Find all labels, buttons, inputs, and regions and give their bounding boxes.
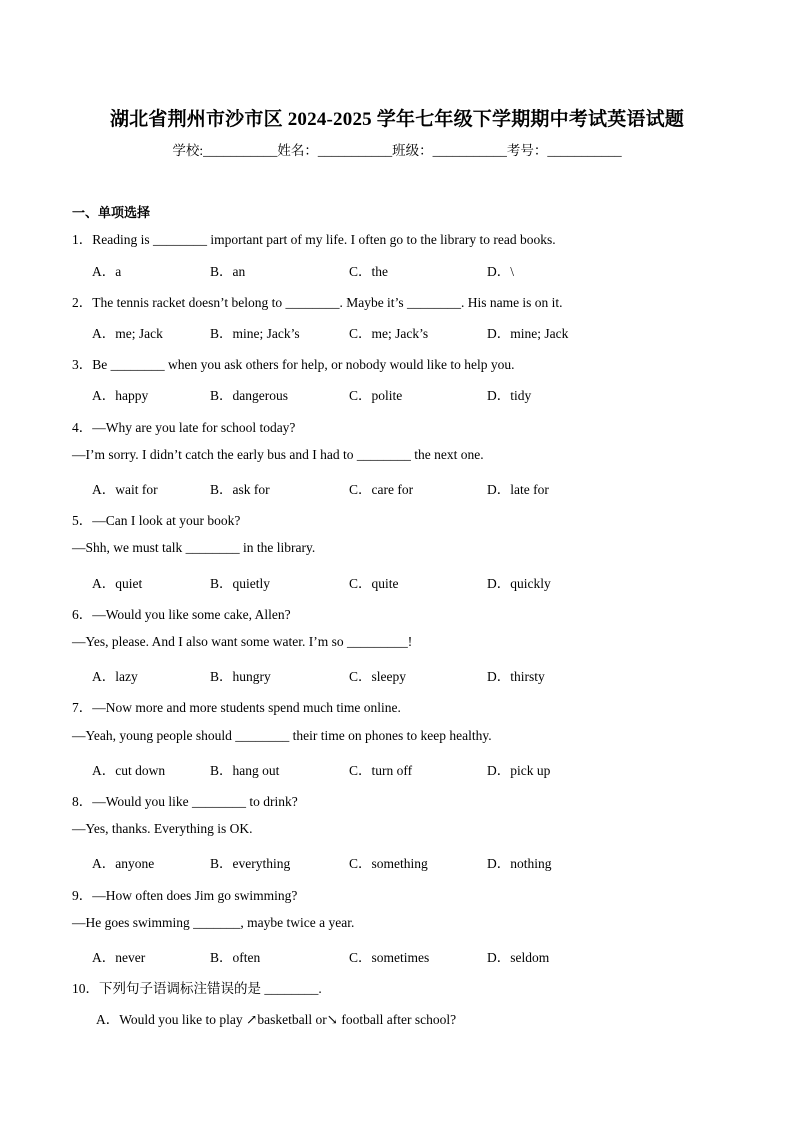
option-b[interactable]: B．ask for xyxy=(210,482,270,497)
option-d[interactable]: D．nothing xyxy=(487,856,552,871)
page-title: 湖北省荆州市沙市区 2024-2025 学年七年级下学期期中考试英语试题 xyxy=(109,109,685,130)
question-6-options xyxy=(0,665,794,683)
option-b[interactable]: B．mine; Jack’s xyxy=(210,326,300,341)
option-a[interactable]: A．Would you like to play ↗basketball or↘ football after school? xyxy=(96,1012,457,1027)
option-d[interactable]: D．thirsty xyxy=(487,669,545,684)
option-a[interactable]: A．quiet xyxy=(92,576,143,591)
option-a[interactable]: A．wait for xyxy=(92,482,158,497)
option-a[interactable]: A．never xyxy=(92,950,146,965)
question-8-options xyxy=(0,852,794,870)
question-7-options xyxy=(0,759,794,777)
question-5-response: —Shh, we must talk ________ in the library. xyxy=(72,540,316,555)
question-4-stem: 4．—Why are you late for school today? xyxy=(72,420,296,435)
option-b[interactable]: B．everything xyxy=(210,856,291,871)
option-c[interactable]: C．sometimes xyxy=(349,950,430,965)
option-c[interactable]: C．me; Jack’s xyxy=(349,326,429,341)
option-c[interactable]: C．the xyxy=(349,264,388,279)
question-6-stem: 6．—Would you like some cake, Allen? xyxy=(72,607,291,622)
student-info-line: 学校:___________姓名：___________班级：___________考号：___________ xyxy=(172,143,622,158)
question-7-response: —Yeah, young people should ________ their time on phones to keep healthy. xyxy=(72,728,492,743)
option-b[interactable]: B．often xyxy=(210,950,261,965)
option-c[interactable]: C．something xyxy=(349,856,428,871)
question-9-response: —He goes swimming _______, maybe twice a year. xyxy=(72,915,355,930)
option-c[interactable]: C．care for xyxy=(349,482,414,497)
option-b[interactable]: B．hang out xyxy=(210,763,280,778)
option-a[interactable]: A．a xyxy=(92,264,122,279)
option-d[interactable]: D．seldom xyxy=(487,950,550,965)
option-d[interactable]: D．mine; Jack xyxy=(487,326,569,341)
question-4-response: —I’m sorry. I didn’t catch the early bus and I had to ________ the next one. xyxy=(72,447,484,462)
option-a[interactable]: A．me; Jack xyxy=(92,326,163,341)
option-d[interactable]: D．tidy xyxy=(487,388,532,403)
section-heading: 一、单项选择 xyxy=(72,205,151,220)
question-10-stem: 10．下列句子语调标注错误的是 ________. xyxy=(72,981,322,996)
option-c[interactable]: C．polite xyxy=(349,388,403,403)
question-4-options xyxy=(0,478,794,496)
question-8-response: —Yes, thanks. Everything is OK. xyxy=(72,821,253,836)
question-9-options xyxy=(0,946,794,964)
option-a[interactable]: A．cut down xyxy=(92,763,166,778)
option-b[interactable]: B．dangerous xyxy=(210,388,288,403)
question-5-options xyxy=(0,572,794,590)
question-3-options xyxy=(0,384,794,402)
option-c[interactable]: C．quite xyxy=(349,576,399,591)
option-b[interactable]: B．hungry xyxy=(210,669,271,684)
question-7-stem: 7．—Now more and more students spend much time online. xyxy=(72,700,401,715)
question-3-stem: 3．Be ________ when you ask others for help, or nobody would like to help you. xyxy=(72,357,515,372)
question-1-stem: 1．Reading is ________ important part of my life. I often go to the library to read books. xyxy=(72,232,556,247)
option-d[interactable]: D．pick up xyxy=(487,763,551,778)
option-a[interactable]: A．lazy xyxy=(92,669,138,684)
option-d[interactable]: D．quickly xyxy=(487,576,551,591)
option-c[interactable]: C．sleepy xyxy=(349,669,406,684)
question-5-stem: 5．—Can I look at your book? xyxy=(72,513,241,528)
option-c[interactable]: C．turn off xyxy=(349,763,413,778)
option-b[interactable]: B．an xyxy=(210,264,246,279)
question-1-options xyxy=(0,260,794,278)
option-d[interactable]: D．\ xyxy=(487,264,514,279)
option-a[interactable]: A．anyone xyxy=(92,856,155,871)
question-6-response: —Yes, please. And I also want some water. I’m so _________! xyxy=(72,634,413,649)
question-9-stem: 9．—How often does Jim go swimming? xyxy=(72,888,298,903)
option-d[interactable]: D．late for xyxy=(487,482,549,497)
question-2-stem: 2．The tennis racket doesn’t belong to ________. Maybe it’s ________. His name is on it. xyxy=(72,295,563,310)
option-a[interactable]: A．happy xyxy=(92,388,149,403)
question-10-options xyxy=(0,1008,794,1026)
option-b[interactable]: B．quietly xyxy=(210,576,270,591)
question-8-stem: 8．—Would you like ________ to drink? xyxy=(72,794,298,809)
question-2-options xyxy=(0,322,794,340)
